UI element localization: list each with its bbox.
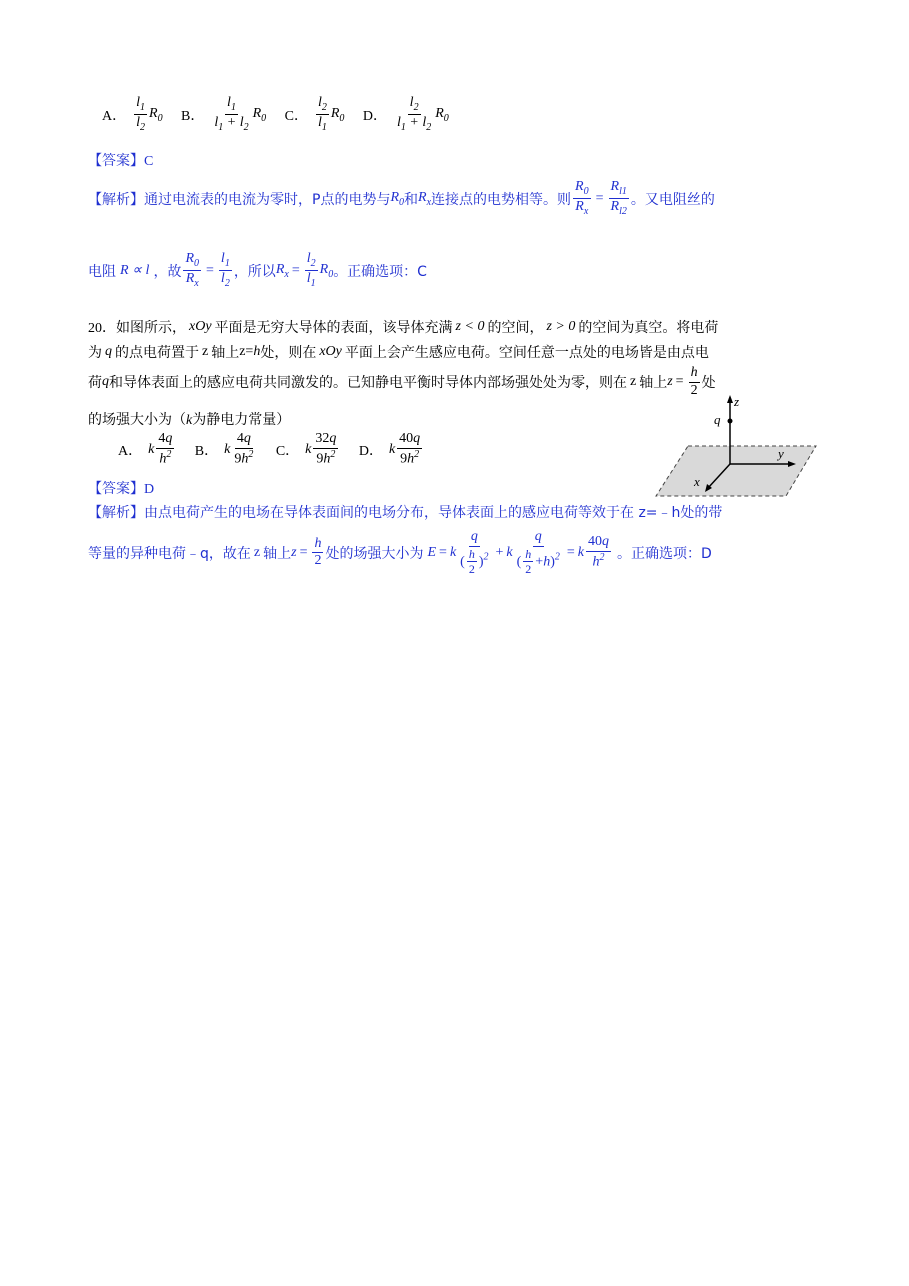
equation: z = $\frac{h}{2}$ (291, 535, 322, 569)
q19-option-c: C． $\frac{l_2}{l_1}$ $R_0$ (284, 95, 345, 134)
q20-option-b: B． k $\frac{4q}{9h^2}$ (194, 431, 254, 467)
q20-option-a: A． k $\frac{4q}{h^2}$ (118, 431, 173, 467)
axis-y-label: y (778, 446, 784, 461)
q19-options-row (102, 96, 463, 134)
q19-analysis-line-1: 【解析】 通过电流表的电流为零时，P点的电势与 $R_0$ 和 $R_x$ 连接点的电势相等。则 $\frac{R_0}{R_x}$ = $\frac{R_{l1}}{R_{l2}}$ 。又电阻丝的 (88, 179, 715, 218)
field-equation: E = k q ( $\frac{h}{2}$ )$^2$ + k q ( $\frac{h}{2}$ +h)$^2$ = k $\frac{40q}{h^2}$ (427, 529, 609, 577)
point-charge (728, 419, 733, 424)
conductor-plane (656, 446, 816, 496)
q19-analysis-line-2: 电阻 R ∝ l ，故 $\frac{R_0}{R_x}$ = $\frac{l_1}{l_2}$ ，所以 $R_x$ = $\frac{l_2}{l_1}$ $R_0$ 。正确选项：C (88, 251, 427, 290)
q20-line-4: 的场强大小为（k为静电力常量） (88, 412, 291, 428)
equation: $\frac{R_0}{R_x}$ = $\frac{l_1}{l_2}$ (185, 251, 230, 290)
charge-label: q (714, 412, 721, 427)
q19-option-a: A． $\frac{l_1}{l_2}$ $R_0$ (102, 95, 163, 134)
equation: $R_x$ = $\frac{l_2}{l_1}$ $R_0$ (275, 251, 334, 290)
q19-option-b: B． $\frac{l_1}{l_1 + l_2}$ $R_0$ (181, 95, 267, 134)
axis-x-label: x (694, 474, 700, 489)
equation: z = $\frac{h}{2}$ (667, 365, 698, 398)
q20-line-1: 20． 如图所示， xOy 平面是无穷大导体的表面，该导体充满 z < 0 的空间， z > 0 的空间为真空。将电荷 (88, 319, 719, 336)
fraction: $\frac{l_1}{l_2}$ (136, 95, 146, 134)
q20-line-3: 荷 q 和导体表面上的感应电荷共同激发的。已知静电平衡时导体内部场强处处为零，则在 z 轴上 z = $\frac{h}{2}$ 处 (88, 365, 716, 398)
fraction: $\frac{l_1}{l_1 + l_2}$ (214, 95, 249, 134)
q20-line-2: 为 q 的点电荷置于 z 轴上 z=h 处，则在 xOy 平面上会产生感应电荷。空间任意一点处的电场皆是由点电 (88, 344, 709, 361)
q19-option-d: D． $\frac{l_2}{l_1 + l_2}$ $R_0$ (362, 95, 449, 134)
q20-option-c: C． k $\frac{32q}{9h^2}$ (275, 431, 337, 467)
axis-z-label: z (734, 394, 740, 409)
fraction: $\frac{l_2}{l_1}$ (317, 95, 327, 134)
fraction: $\frac{l_2}{l_1 + l_2}$ (397, 95, 432, 134)
q20-option-d: D． k $\frac{40q}{9h^2}$ (358, 431, 421, 467)
q20-analysis-line-2: 等量的异种电荷﹣q，故在 z 轴上 z = $\frac{h}{2}$ 处的场强大小为 E = k q ( $\frac{h}{2}$ )$^2$ + k q ( $\frac{h}{2}$ +h)$^2$ = k $\frac{40q}{h^2}$ 。正确选项：D (88, 529, 712, 577)
equation: $\frac{R_0}{R_x}$ = $\frac{R_{l1}}{R_{l2}}$ (575, 179, 627, 218)
q20-figure (650, 392, 820, 502)
q20-analysis-line-1: 【解析】由点电荷产生的电场在导体表面间的电场分布，导体表面上的感应电荷等效于在 z=﹣h处的带 (88, 505, 723, 521)
q20-options-row (118, 432, 438, 467)
q19-answer: 【答案】C (88, 153, 154, 169)
q20-answer: 【答案】D (88, 481, 155, 497)
